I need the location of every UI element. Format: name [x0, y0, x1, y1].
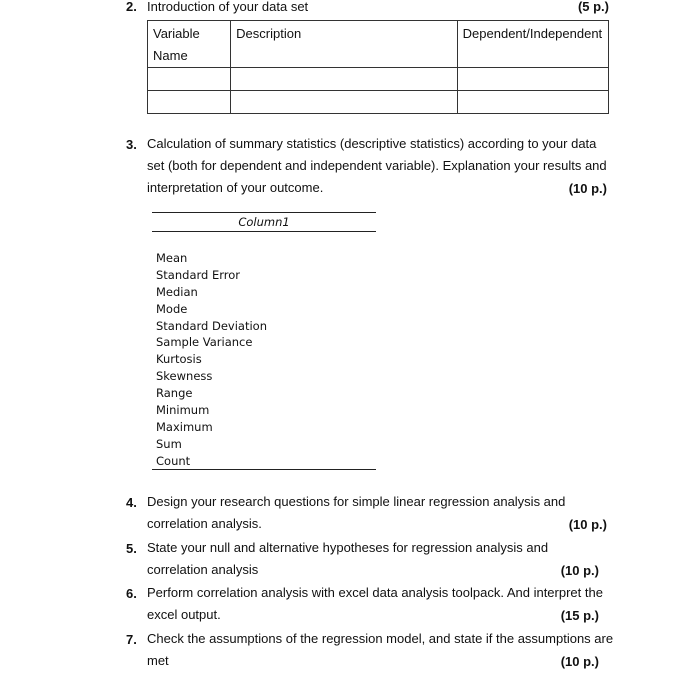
section-7-number: 7. — [126, 632, 137, 647]
stats-row-maximum: Maximum — [156, 419, 213, 434]
stats-row-sample-variance: Sample Variance — [156, 335, 253, 350]
stats-row-count: Count — [156, 453, 191, 468]
table-row — [148, 91, 609, 114]
section-3-number: 3. — [126, 137, 137, 152]
stats-top-rule — [152, 212, 376, 213]
table-cell[interactable] — [231, 68, 457, 91]
table-cell[interactable] — [231, 91, 457, 114]
section-6-line: Perform correlation analysis with excel data analysis toolpack. And interpret the — [147, 585, 603, 600]
section-7-line: met — [147, 653, 169, 668]
stats-row-kurtosis: Kurtosis — [156, 352, 202, 367]
stats-row-skewness: Skewness — [156, 369, 213, 384]
section-6-number: 6. — [126, 586, 137, 601]
section-2-number: 2. — [126, 0, 137, 14]
section-7-line: Check the assumptions of the regression model, and state if the assumptions are — [147, 631, 614, 646]
section-4-line: Design your research questions for simple linear regression analysis and — [147, 494, 566, 509]
section-3-points: (10 p.) — [568, 181, 607, 196]
header-dependent-independent: Dependent/Independent — [457, 21, 608, 68]
section-5-points: (10 p.) — [560, 563, 599, 578]
stats-header-rule — [152, 231, 376, 232]
stats-row-labels — [156, 250, 267, 470]
section-4-points: (10 p.) — [568, 517, 607, 532]
header-variable-name: Variable Name — [148, 21, 231, 68]
table-cell[interactable] — [457, 91, 608, 114]
section-3-line: interpretation of your outcome. — [147, 180, 324, 195]
section-4-number: 4. — [126, 495, 137, 510]
section-6-points: (15 p.) — [560, 608, 599, 623]
stats-column-header: Column1 — [238, 215, 290, 229]
section-3-line: set (both for dependent and independent variable). Explanation your results and — [147, 158, 607, 173]
stats-row-mean: Mean — [156, 251, 188, 265]
section-5-line: State your null and alternative hypotheses for regression analysis and — [147, 540, 549, 555]
section-7-points: (10 p.) — [560, 654, 599, 669]
table-cell[interactable] — [148, 68, 231, 91]
section-3-line: Calculation of summary statistics (descriptive statistics) according to your data — [147, 136, 597, 151]
table-cell[interactable] — [148, 91, 231, 114]
stats-row-standard-deviation: Standard Deviation — [156, 318, 267, 333]
table-row — [148, 68, 609, 91]
table-header-row — [148, 21, 609, 68]
section-2-title: Introduction of your data set — [147, 0, 309, 14]
data-set-table — [147, 20, 609, 114]
stats-row-minimum: Minimum — [156, 403, 210, 418]
stats-row-mode: Mode — [156, 301, 188, 316]
section-5-number: 5. — [126, 541, 137, 556]
section-6-line: excel output. — [147, 607, 221, 622]
stats-row-standard-error: Standard Error — [156, 267, 241, 282]
stats-bottom-rule — [152, 469, 376, 470]
section-4-line: correlation analysis. — [147, 516, 262, 531]
section-5-line: correlation analysis — [147, 562, 259, 577]
section-2-points: (5 p.) — [577, 0, 609, 14]
header-description: Description — [231, 21, 457, 68]
stats-row-median: Median — [156, 284, 198, 299]
stats-row-sum: Sum — [156, 436, 182, 451]
stats-row-range: Range — [156, 386, 193, 401]
table-cell[interactable] — [457, 68, 608, 91]
